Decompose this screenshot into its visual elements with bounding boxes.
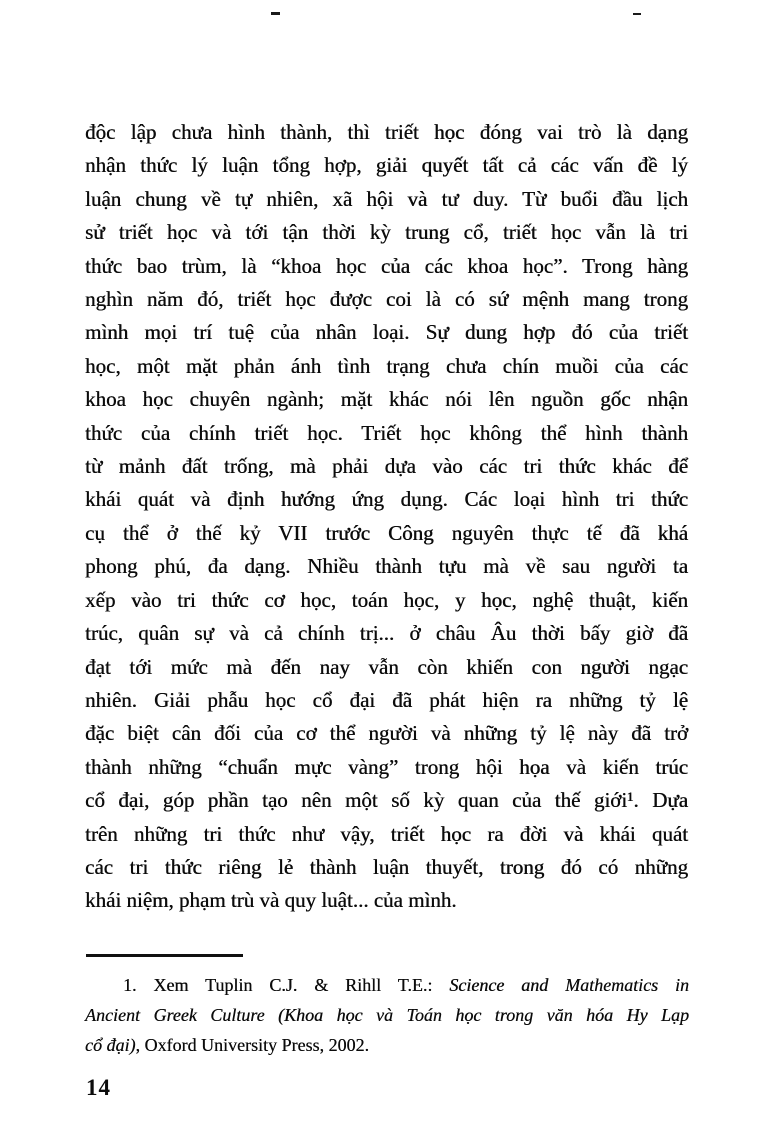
body-line: cụ thể ở thế kỷ VII trước Công nguyên thực tế đã khá bbox=[85, 520, 688, 545]
footnote-line bbox=[85, 971, 689, 1001]
footnote-text-segment: , Oxford University Press, 2002. bbox=[135, 1034, 369, 1055]
body-line: từ mảnh đất trống, mà phải dựa vào các tri thức khác để bbox=[85, 454, 688, 479]
footnote-text-segment: 1. Xem Tuplin C.J. & Rihll T.E.: bbox=[123, 975, 450, 995]
footnote bbox=[85, 971, 689, 1060]
body-text bbox=[85, 116, 688, 918]
body-line: nhiên. Giải phẫu học cổ đại đã phát hiện ra những tỷ lệ bbox=[85, 687, 688, 712]
body-line: sử triết học và tới tận thời kỳ trung cổ, triết học vẫn là tri bbox=[85, 220, 688, 245]
footnote-rule bbox=[86, 954, 243, 957]
scan-mark-left bbox=[271, 12, 280, 15]
body-line: trúc, quân sự và cả chính trị... ở châu Âu thời bấy giờ đã bbox=[85, 621, 688, 646]
footnote-italic-segment: Science and Mathematics in bbox=[449, 975, 689, 995]
body-line: mình mọi trí tuệ của nhân loại. Sự dung hợp đó của triết bbox=[85, 320, 688, 345]
body-line: các tri thức riêng lẻ thành luận thuyết, trong đó có những bbox=[85, 854, 688, 879]
footnote-italic-segment: Ancient Greek Culture (Khoa học và Toán học trong văn hóa Hy Lạp bbox=[85, 1004, 689, 1025]
body-line: đạt tới mức mà đến nay vẫn còn khiến con người ngạc bbox=[85, 654, 688, 679]
body-line: luận chung về tự nhiên, xã hội và tư duy. Từ buổi đầu lịch bbox=[85, 186, 688, 211]
body-line: học, một mặt phản ánh tình trạng chưa chín muồi của các bbox=[85, 353, 688, 378]
body-line: cổ đại, góp phần tạo nên một số kỳ quan của thế giới¹. Dựa bbox=[85, 788, 688, 813]
body-line: đặc biệt cân đối của cơ thể người và những tỷ lệ này đã trở bbox=[85, 721, 688, 746]
body-line: thức của chính triết học. Triết học không thể hình thành bbox=[85, 420, 688, 445]
body-line: khái quát và định hướng ứng dụng. Các loại hình tri thức bbox=[85, 487, 688, 512]
scan-mark-right bbox=[633, 13, 641, 15]
body-line: độc lập chưa hình thành, thì triết học đóng vai trò là dạng bbox=[85, 120, 688, 144]
footnote-line bbox=[85, 1001, 689, 1031]
page-number: 14 bbox=[86, 1075, 111, 1100]
body-line: thức bao trùm, là “khoa học của các khoa học”. Trong hàng bbox=[85, 253, 688, 278]
body-line: thành những “chuẩn mực vàng” trong hội họa và kiến trúc bbox=[85, 754, 688, 779]
body-line: khoa học chuyên ngành; mặt khác nói lên nguồn gốc nhận bbox=[85, 387, 688, 412]
body-line: phong phú, đa dạng. Nhiều thành tựu mà về sau người ta bbox=[85, 554, 688, 579]
body-line: trên những tri thức như vậy, triết học ra đời và khái quát bbox=[85, 821, 688, 846]
footnote-line bbox=[85, 1031, 689, 1061]
body-line: xếp vào tri thức cơ học, toán học, y học, nghệ thuật, kiến bbox=[85, 587, 688, 612]
body-line: nghìn năm đó, triết học được coi là có sứ mệnh mang trong bbox=[85, 287, 688, 312]
body-line: nhận thức lý luận tổng hợp, giải quyết tất cả các vấn đề lý bbox=[85, 153, 688, 178]
footnote-italic-segment: cổ đại) bbox=[85, 1034, 136, 1055]
body-line: khái niệm, phạm trù và quy luật... của mình. bbox=[85, 888, 457, 913]
